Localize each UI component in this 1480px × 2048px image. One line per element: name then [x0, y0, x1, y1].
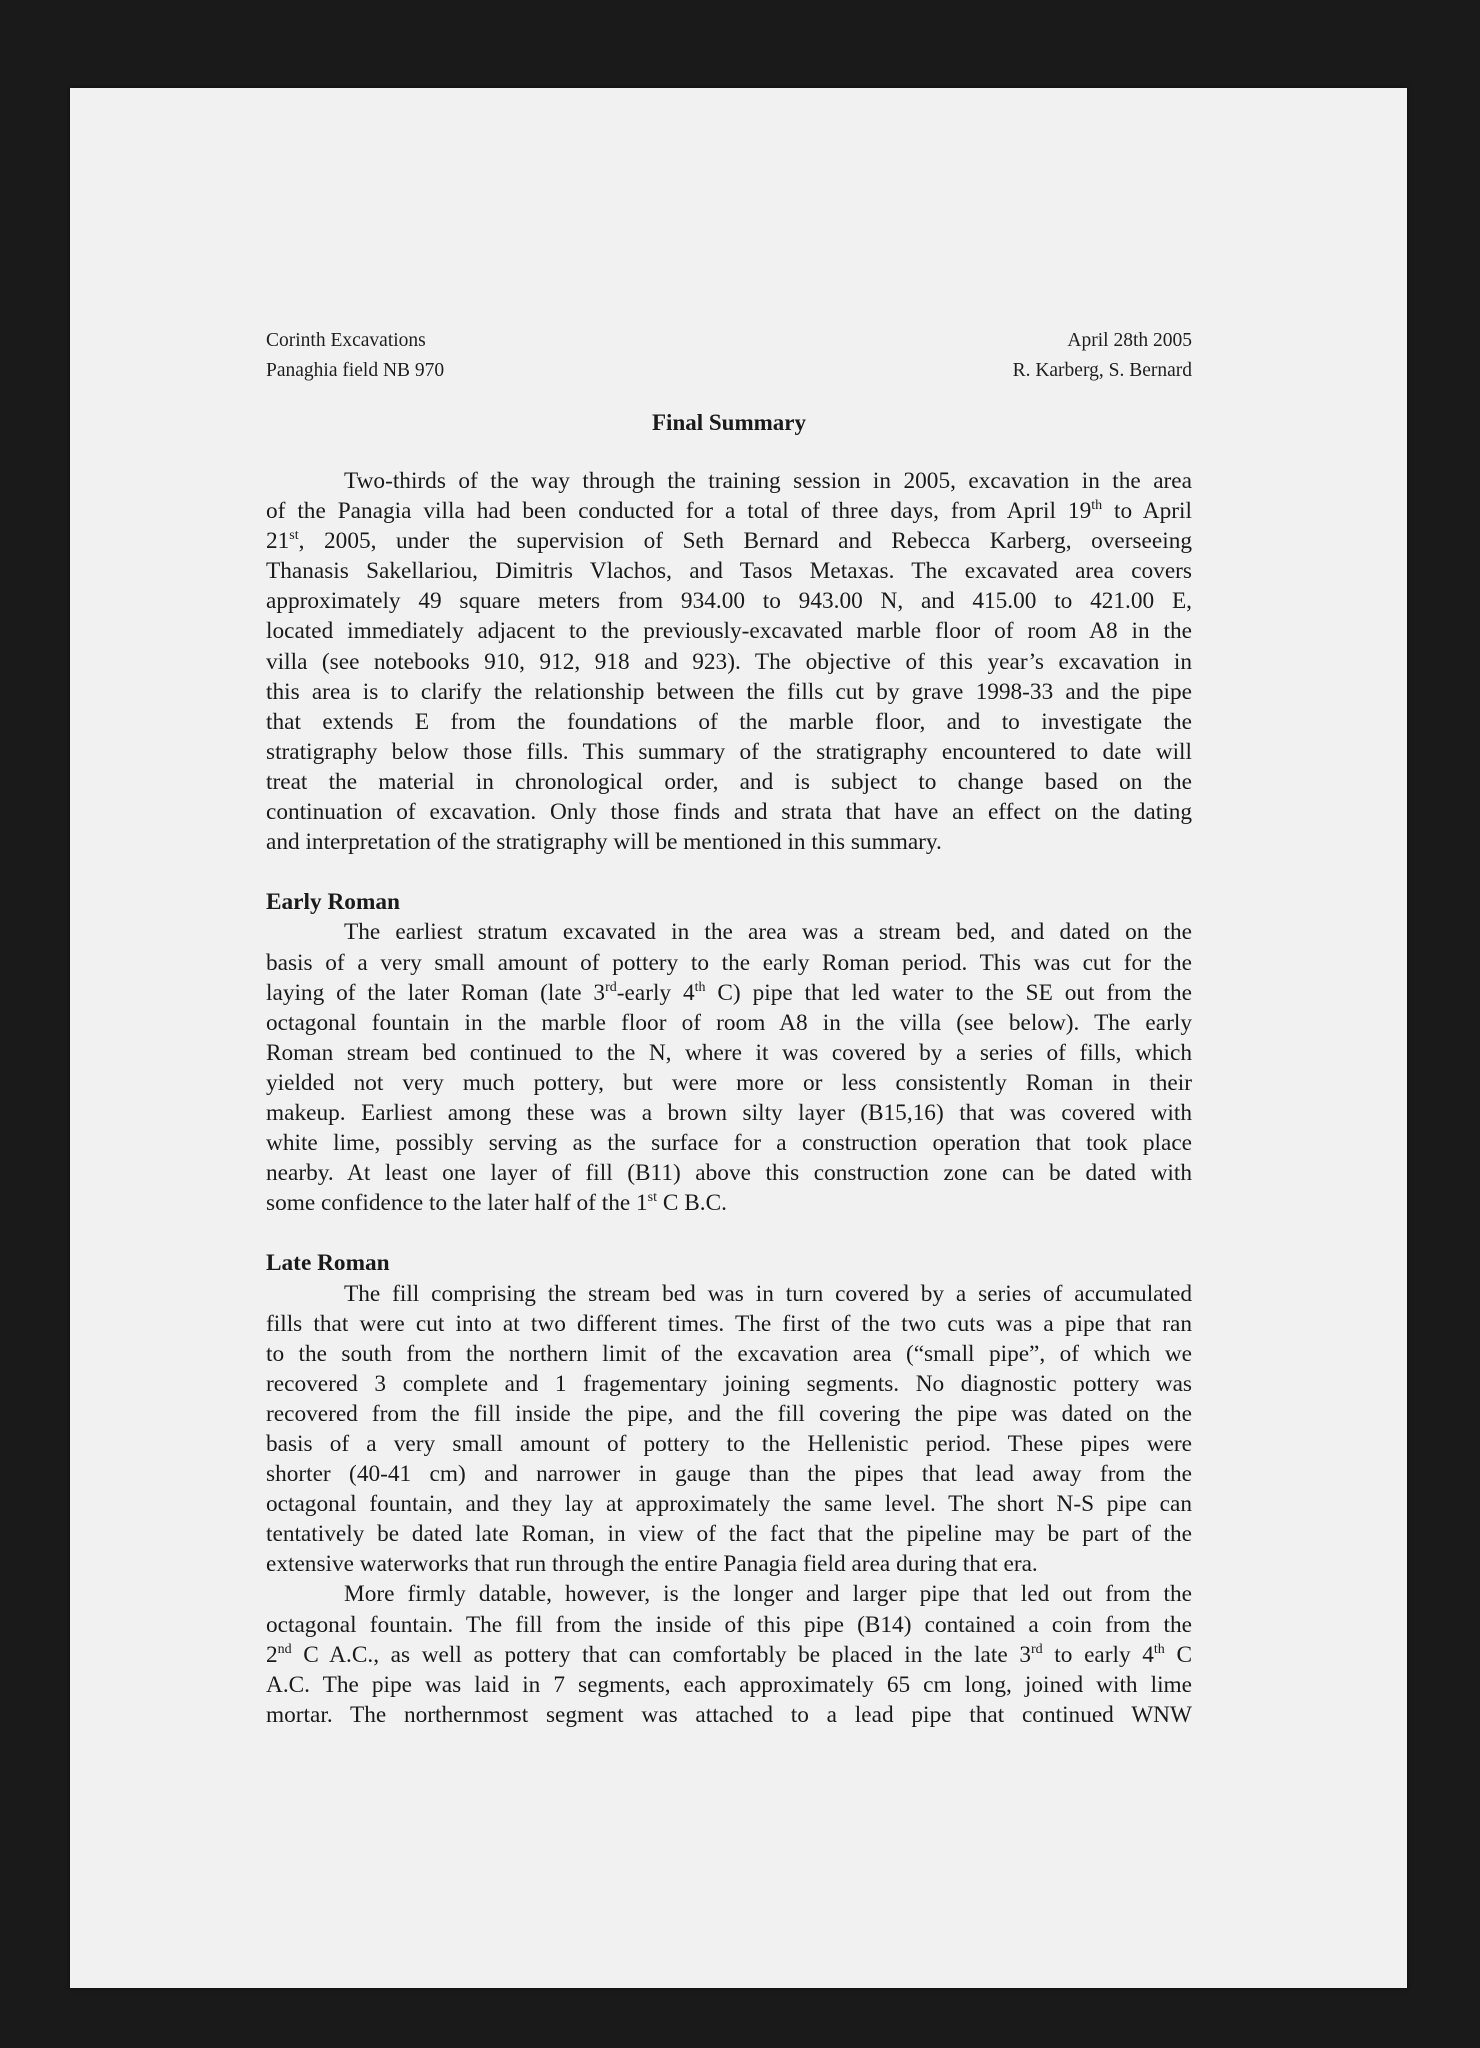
paragraph-line: The earliest stratum excavated in the area was a stream bed, and dated on the: [344, 919, 1192, 946]
document-page: [70, 88, 1407, 1988]
authors: R. Karberg, S. Bernard: [1012, 360, 1192, 382]
paragraph-line: octagonal fountain in the marble floor of room A8 in the villa (see below). The early: [266, 1009, 1192, 1036]
paragraph-line: to the south from the northern limit of the excavation area (“small pipe”, of which we: [266, 1340, 1192, 1367]
header-right: [1013, 328, 1192, 388]
paragraph-line: The fill comprising the stream bed was in turn covered by a series of accumulated: [344, 1280, 1192, 1307]
paragraph-line: Two-thirds of the way through the training session in 2005, excavation in the area: [344, 468, 1192, 494]
paragraph-line: Roman stream bed continued to the N, where it was covered by a series of fills, which: [266, 1039, 1192, 1066]
paragraph-line: octagonal fountain. The fill from the inside of this pipe (B14) contained a coin from the: [266, 1611, 1192, 1638]
paragraph-line: that extends E from the foundations of the marble floor, and to investigate the: [266, 708, 1192, 735]
paragraph-line: 21st, 2005, under the supervision of Seth Bernard and Rebecca Karberg, overseeing: [266, 528, 1192, 555]
paragraph-line: makeup. Earliest among these was a brown silty layer (B15,16) that was covered with: [266, 1099, 1192, 1126]
paragraph-line: shorter (40-41 cm) and narrower in gauge than the pipes that lead away from the: [266, 1461, 1192, 1488]
section-heading-late-roman: Late Roman: [266, 1250, 390, 1277]
paragraph-line: continuation of excavation. Only those finds and strata that have an effect on the dating: [266, 799, 1192, 826]
paragraph-line: and interpretation of the stratigraphy will be mentioned in this summary.: [266, 829, 942, 856]
paragraph-line: basis of a very small amount of pottery to the Hellenistic period. These pipes were: [266, 1431, 1192, 1457]
paragraph-line: located immediately adjacent to the previously-excavated marble floor of room A8 in the: [266, 618, 1192, 645]
paragraph-line: recovered 3 complete and 1 fragementary joining segments. No diagnostic pottery was: [266, 1370, 1192, 1397]
paragraph-line: recovered from the fill inside the pipe, and the fill covering the pipe was dated on the: [266, 1400, 1192, 1427]
paragraph-line: treat the material in chronological order, and is subject to change based on the: [266, 768, 1192, 795]
institution: Corinth Excavations: [266, 330, 426, 351]
paragraph-line: 2nd C A.C., as well as pottery that can comfortably be placed in the late 3rd to early 4th C: [266, 1641, 1192, 1668]
paragraph-line: villa (see notebooks 910, 912, 918 and 923). The objective of this year’s excavation in: [266, 648, 1192, 675]
paragraph-line: some confidence to the later half of the 1st C B.C.: [266, 1190, 727, 1217]
document-body: [266, 466, 1192, 1730]
paragraph-line: extensive waterworks that run through the entire Panagia field area during that era.: [266, 1551, 1038, 1578]
section-heading-early-roman: Early Roman: [266, 889, 400, 916]
paragraph-line: More firmly datable, however, is the longer and larger pipe that led out from the: [344, 1581, 1192, 1608]
paragraph-line: tentatively be dated late Roman, in view of the fact that the pipeline may be part of the: [266, 1521, 1192, 1548]
paragraph-line: stratigraphy below those fills. This summary of the stratigraphy encountered to date will: [266, 738, 1192, 765]
paragraph-line: fills that were cut into at two different times. The first of the two cuts was a pipe that ran: [266, 1310, 1192, 1337]
paragraph-line: nearby. At least one layer of fill (B11) above this construction zone can be dated with: [266, 1160, 1192, 1187]
paragraph-line: octagonal fountain, and they lay at approximately the same level. The short N-S pipe can: [266, 1491, 1192, 1518]
paragraph-line: basis of a very small amount of pottery to the early Roman period. This was cut for the: [266, 949, 1192, 976]
paragraph-line: of the Panagia villa had been conducted for a total of three days, from April 19th to April: [266, 498, 1192, 525]
header-left: [266, 328, 444, 388]
paragraph-line: laying of the later Roman (late 3rd-early 4th C) pipe that led water to the SE out from the: [266, 979, 1193, 1006]
date: April 28th 2005: [1067, 330, 1192, 351]
document-title: Final Summary: [652, 410, 806, 435]
paragraph-line: this area is to clarify the relationship between the fills cut by grave 1998-33 and the pipe: [266, 678, 1192, 705]
notebook-ref: Panaghia field NB 970: [266, 360, 445, 382]
paragraph-line: A.C. The pipe was laid in 7 segments, each approximately 65 cm long, joined with lime: [266, 1671, 1192, 1698]
paragraph-line: approximately 49 square meters from 934.00 to 943.00 N, and 415.00 to 421.00 E,: [266, 588, 1192, 615]
paragraph-line: Thanasis Sakellariou, Dimitris Vlachos, and Tasos Metaxas. The excavated area covers: [266, 558, 1192, 585]
paragraph-line: yielded not very much pottery, but were more or less consistently Roman in their: [266, 1069, 1192, 1096]
paragraph-line: mortar. The northernmost segment was attached to a lead pipe that continued WNW: [266, 1701, 1192, 1728]
paragraph-line: white lime, possibly serving as the surface for a construction operation that took place: [266, 1130, 1192, 1157]
